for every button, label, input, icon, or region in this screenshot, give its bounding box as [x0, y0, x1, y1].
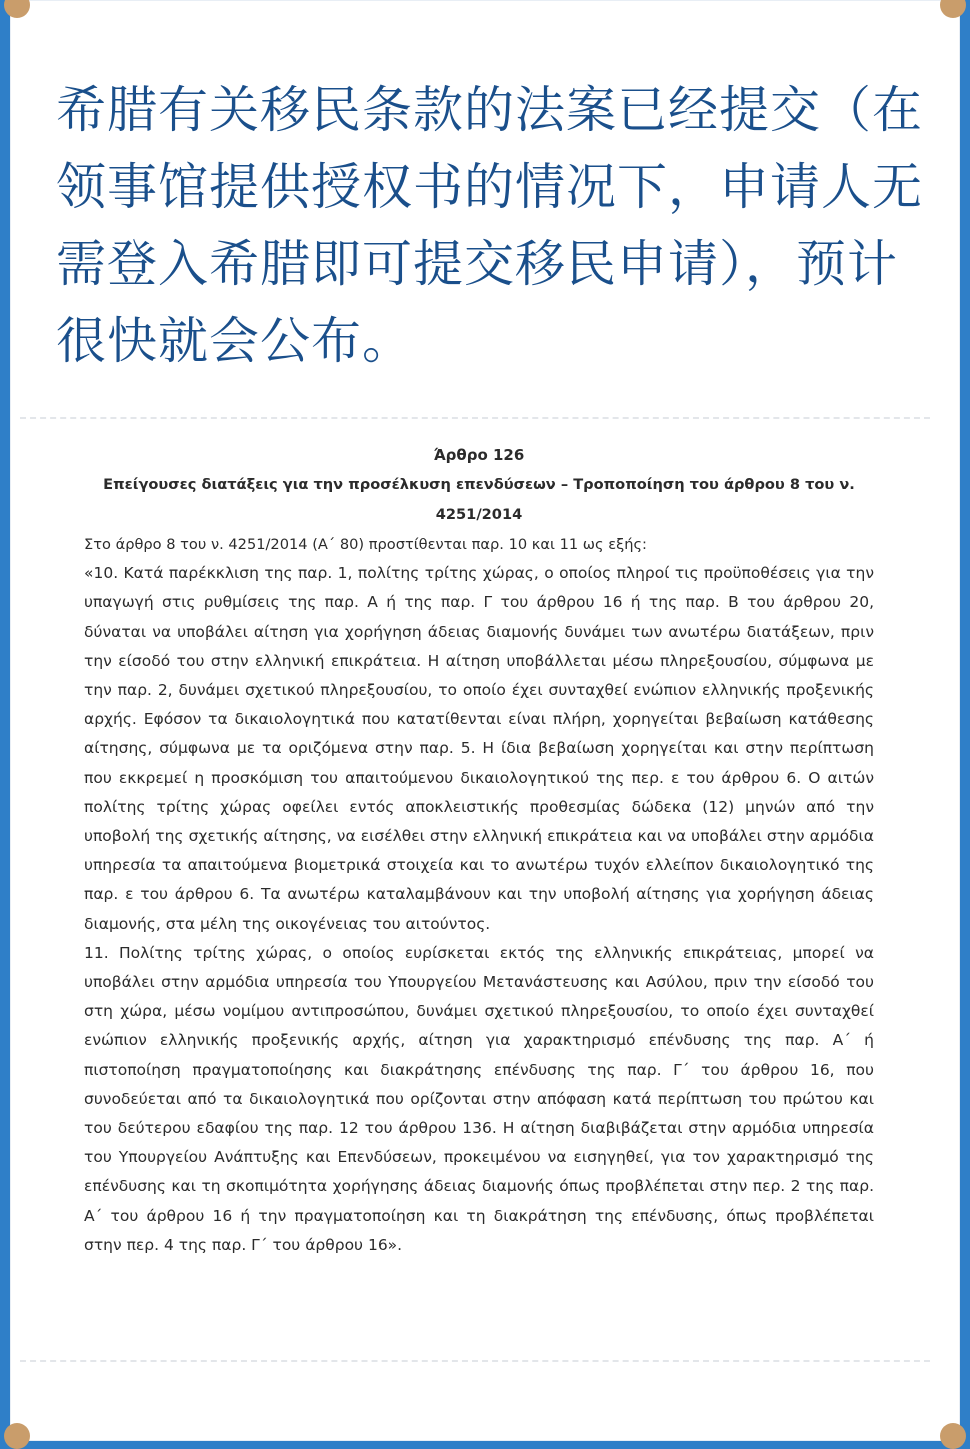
paragraph-11: 11. Πολίτης τρίτης χώρας, ο οποίος ευρίσκεται εκτός της ελληνικής επικράτειας, μπορεί να υποβάλει στην αρμόδια υπηρεσία του Υπουργείου Μετανάστευσης και Ασύλου, πριν την είσοδό του στη χώρα, μέσω νομίμου αντιπροσώπου, δυνάμει σχετικού πληρεξουσίου, το οποίο έχει συνταχθεί ενώπιον ελληνικής προξενικής αρχής, αίτηση για χαρακτηρισμό επένδυσης της παρ. Α΄ ή πιστοποίηση πραγματοποίησης και διακράτησης επένδυσης της παρ. Γ΄ του άρθρου 16, που συνοδεύεται από τα δικαιολογητικά που ορίζονται στην απόφαση κατά περίπτωση του πρώτου και του δεύτερου εδαφίου της παρ. 12 του άρθρου 136. Η αίτηση διαβιβάζεται στην αρμόδια υπηρεσία του Υπουργείου Ανάπτυξης και Επενδύσεων, προκειμένου να εισηγηθεί, για τον χαρακτηρισμό της επένδυσης και τη σκοπιμότητα χορήγησης άδειας διαμονής όπως προβλέπεται στην περ. 2 της παρ. Α΄ του άρθρου 16 ή την πραγματοποίηση και τη διακράτηση της επένδυσης, όπως προβλέπεται στην περ. 4 της παρ. Γ΄ του άρθρου 16».	[84, 943, 874, 1254]
article-subtitle: Επείγουσες διατάξεις για την προσέλκυση επενδύσεων – Τροποποίηση του άρθρου 8 του ν. 4251/2014	[103, 476, 855, 523]
paragraph-10: «10. Κατά παρέκκλιση της παρ. 1, πολίτης τρίτης χώρας, ο οποίος πληροί τις προϋποθέσεις για την υπαγωγή στις ρυθμίσεις της παρ. Α ή της παρ. Γ του άρθρου 16 ή της παρ. Β του άρθρου 20, δύναται να υποβάλει αίτηση για χορήγηση άδειας διαμονής δυνάμει των ανωτέρω διατάξεων, πριν την είσοδό του στην ελληνική επικράτεια. Η αίτηση υποβάλλεται μέσω πληρεξουσίου, σύμφωνα με την παρ. 2, δυνάμει σχετικού πληρεξουσίου, το οποίο έχει συνταχθεί ενώπιον ελληνικής προξενικής αρχής. Εφόσον τα δικαιολογητικά που κατατίθενται είναι πλήρη, χορηγείται βεβαίωση κατάθεσης αίτησης, σύμφωνα με τα οριζόμενα στην παρ. 5. Η ίδια βεβαίωση χορηγείται και στην περίπτωση που εκκρεμεί η προσκόμιση του απαιτούμενου δικαιολογητικού της περ. ε του άρθρου 6. Ο αιτών πολίτης τρίτης χώρας οφείλει εντός αποκλειστικής προθεσμίας δώδεκα (12) μηνών από την υποβολή της σχετικής αίτησης, να εισέλθει στην ελληνική επικράτεια και να υποβάλει στην αρμόδια υπηρεσία τα απαιτούμενα βιομετρικά στοιχεία και το ανωτέρω τυχόν ελλείπον δικαιολογητικό της παρ. ε του άρθρου 6. Τα ανωτέρω καταλαμβάνουν και την υποβολή αίτησης για χορήγηση άδειας διαμονής, στα μέλη της οικογένειας του αιτούντος.	[84, 564, 874, 933]
divider	[20, 417, 930, 419]
corner-decoration	[940, 0, 966, 18]
law-excerpt	[84, 440, 874, 1260]
divider	[20, 1360, 930, 1362]
corner-decoration	[4, 0, 30, 18]
article-title: Άρθρο 126	[433, 446, 525, 464]
article-intro: Στο άρθρο 8 του ν. 4251/2014 (Α΄ 80) προστίθενται παρ. 10 και 11 ως εξής:	[84, 536, 647, 553]
corner-decoration	[4, 1423, 30, 1449]
corner-decoration	[940, 1423, 966, 1449]
headline: 希腊有关移民条款的法案已经提交（在领事馆提供授权书的情况下，申请人无需登入希腊即可提交移民申请），预计很快就会公布。	[56, 81, 923, 370]
